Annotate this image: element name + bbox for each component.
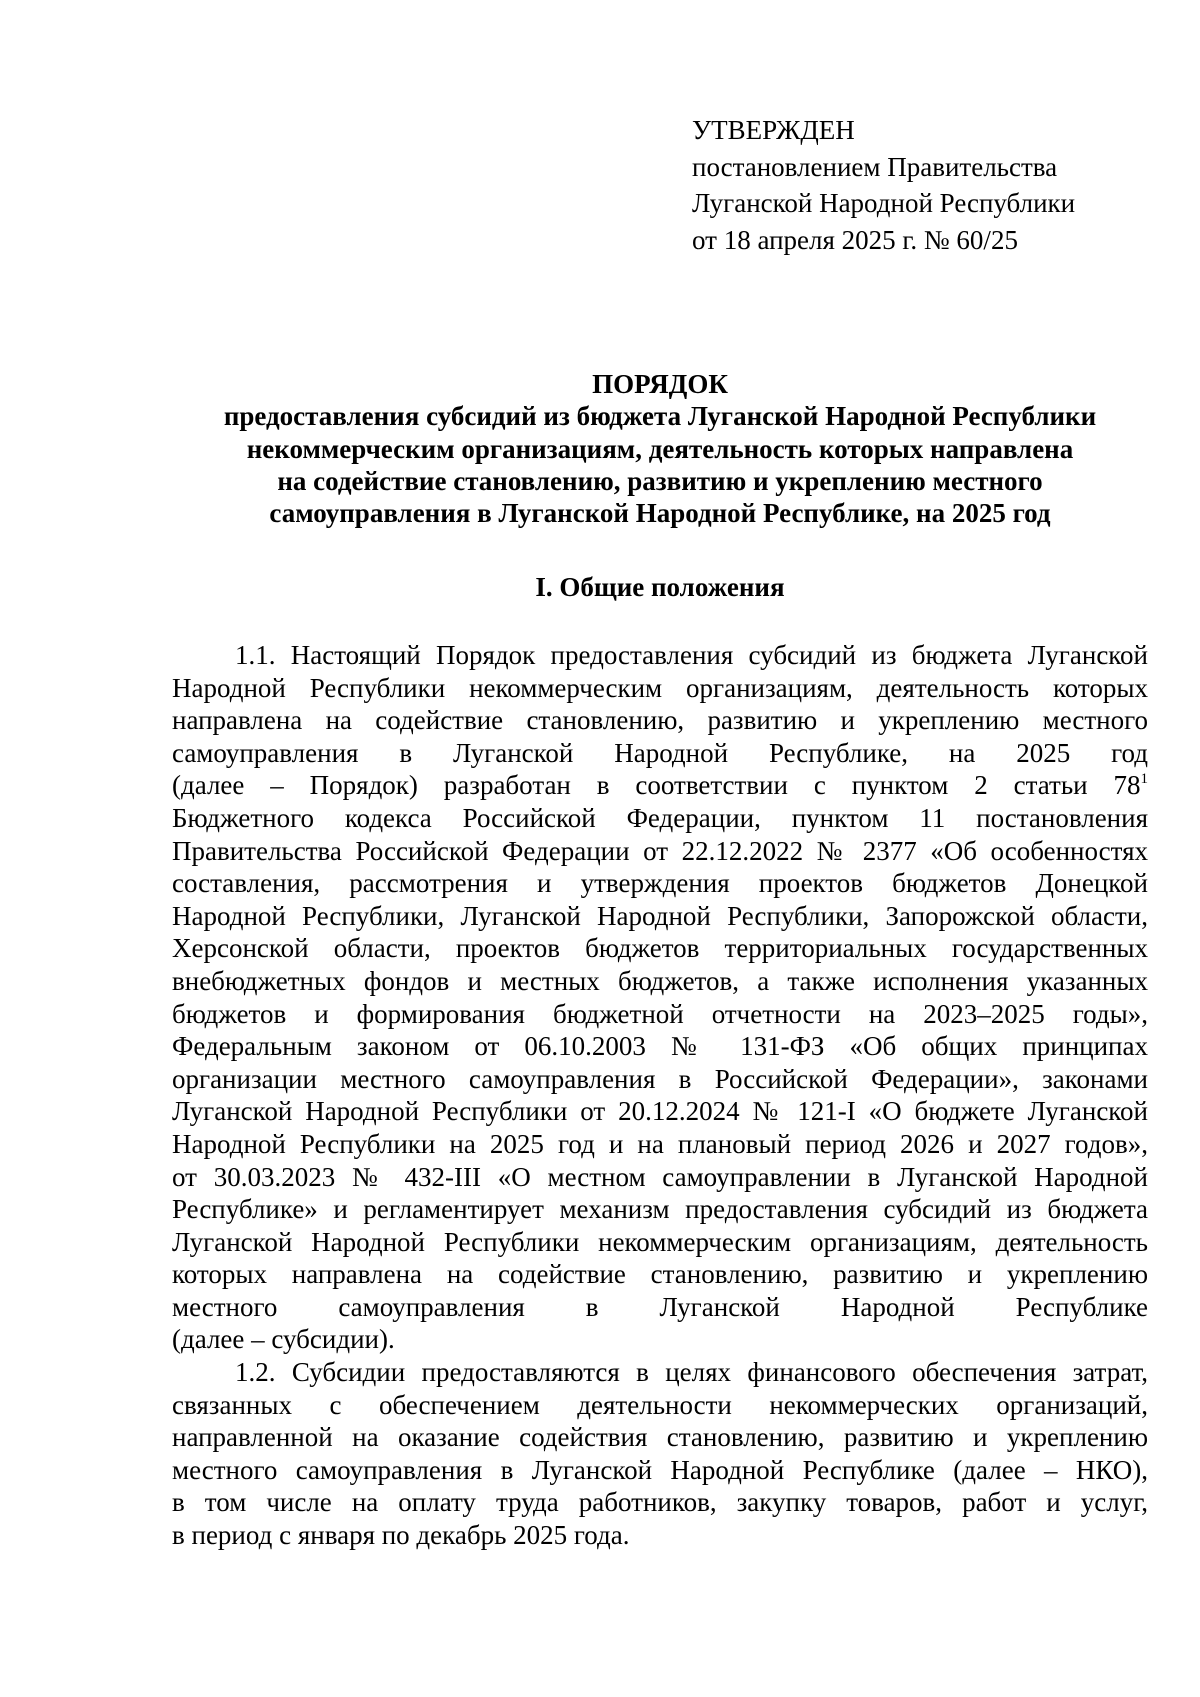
- approval-date: от 18 апреля 2025 г. № 60/25: [692, 224, 1018, 255]
- paragraph-line: которых направлена на содействие становлению, развитию и укреплению: [172, 1259, 1148, 1290]
- paragraph-line: Народной Республики, Луганской Народной Республики, Запорожской области,: [172, 900, 1148, 931]
- title-heading: ПОРЯДОК: [592, 369, 728, 399]
- paragraph-line: направленной на оказание содействия становлению, развитию и укреплению: [172, 1422, 1148, 1453]
- paragraph-line: Республике» и регламентирует механизм предоставления субсидий из бюджета: [172, 1194, 1148, 1225]
- title-line: некоммерческим организациям, деятельность которых направлена: [246, 433, 1074, 464]
- paragraph-line: местного самоуправления в Луганской Народной Республике: [172, 1291, 1148, 1322]
- approval-title: УТВЕРЖДЕН: [692, 115, 855, 145]
- paragraph-line: 1.2. Субсидии предоставляются в целях финансового обеспечения затрат,: [235, 1357, 1148, 1388]
- approval-line: Луганской Народной Республики: [692, 188, 1076, 218]
- title-line: предоставления субсидий из бюджета Луганской Народной Республики: [223, 401, 1097, 432]
- paragraph-line: местного самоуправления в Луганской Народной Республике (далее – НКО),: [172, 1454, 1148, 1485]
- paragraph-line: Народной Республики некоммерческим организациям, деятельность которых: [172, 672, 1148, 703]
- section-heading: I. Общие положения: [535, 572, 785, 602]
- paragraph-line: внебюджетных фондов и местных бюджетов, а также исполнения указанных: [172, 965, 1148, 996]
- article-superscript: 1: [1140, 771, 1148, 788]
- paragraph-line: (далее – субсидии).: [172, 1324, 395, 1355]
- document-title: [170, 368, 1150, 529]
- paragraph-line: в период с января по декабрь 2025 года.: [172, 1520, 630, 1551]
- paragraph-line: составления, рассмотрения и утверждения проектов бюджетов Донецкой: [172, 868, 1148, 899]
- paragraph-line: самоуправления в Луганской Народной Республике, на 2025 год: [172, 737, 1148, 768]
- paragraph-line: связанных с обеспечением деятельности некоммерческих организаций,: [172, 1389, 1148, 1420]
- title-line: на содействие становлению, развитию и укреплению местного: [277, 465, 1043, 496]
- paragraph-line: Херсонской области, проектов бюджетов территориальных государственных: [172, 933, 1148, 964]
- approval-line: постановлением Правительства: [692, 151, 1058, 182]
- paragraph-line-with-footnote: [172, 769, 1148, 802]
- paragraph-line: Луганской Народной Республики от 20.12.2024 № 121-I «О бюджете Луганской: [172, 1096, 1148, 1127]
- title-line: самоуправления в Луганской Народной Республике, на 2025 год: [269, 498, 1051, 529]
- paragraph-line: в том числе на оплату труда работников, закупку товаров, работ и услуг,: [172, 1487, 1148, 1518]
- paragraph-line: Луганской Народной Республики некоммерческим организациям, деятельность: [172, 1226, 1148, 1257]
- paragraph-line: направлена на содействие становлению, развитию и укреплению местного: [172, 705, 1148, 736]
- paragraph-line-text: (далее – Порядок) разработан в соответствии с пунктом 2 статьи 78: [172, 770, 1141, 801]
- paragraph-line: организации местного самоуправления в Российской Федерации», законами: [172, 1063, 1148, 1094]
- paragraph-line: от 30.03.2023 № 432-III «О местном самоуправлении в Луганской Народной: [172, 1161, 1148, 1192]
- paragraph-line: Правительства Российской Федерации от 22.12.2022 № 2377 «Об особенностях: [172, 835, 1148, 866]
- paragraph-line: Народной Республики на 2025 год и на плановый период 2026 и 2027 годов»,: [172, 1128, 1148, 1159]
- paragraph-line: 1.1. Настоящий Порядок предоставления субсидий из бюджета Луганской: [235, 640, 1148, 670]
- paragraph-line: бюджетов и формирования бюджетной отчетности на 2023–2025 годы»,: [172, 998, 1148, 1029]
- paragraph-line: Бюджетного кодекса Российской Федерации, пунктом 11 постановления: [172, 802, 1148, 833]
- document-body: [172, 639, 1148, 1552]
- approval-stamp: [692, 112, 1075, 258]
- paragraph-line: Федеральным законом от 06.10.2003 № 131-ФЗ «Об общих принципах: [172, 1031, 1148, 1062]
